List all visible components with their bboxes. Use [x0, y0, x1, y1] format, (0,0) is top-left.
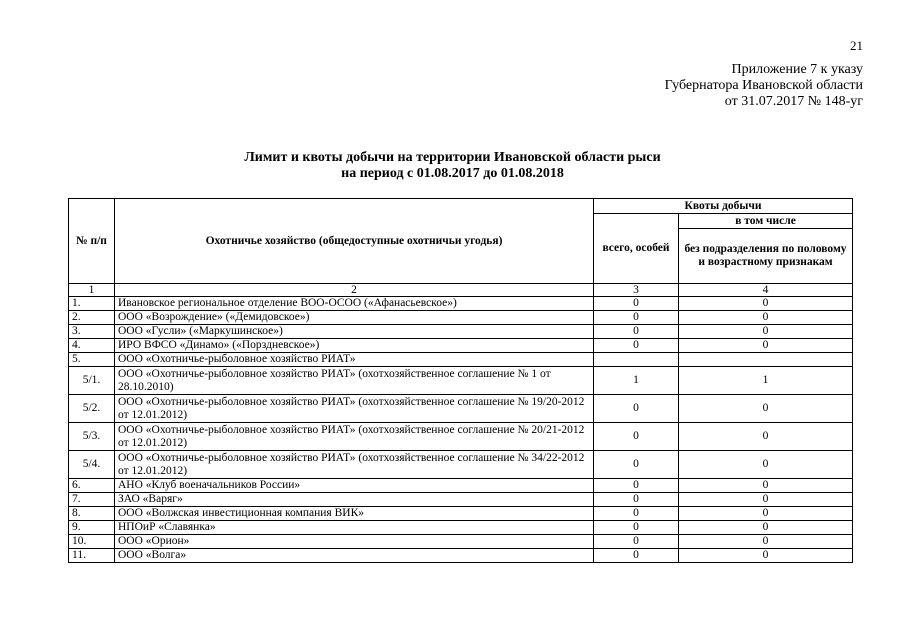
row-total: 0	[594, 507, 679, 521]
row-no-division: 0	[679, 535, 853, 549]
row-no-division: 0	[679, 339, 853, 353]
row-number: 8.	[69, 507, 115, 521]
appendix-line-3: от 31.07.2017 № 148-уг	[724, 94, 863, 109]
row-number: 7.	[69, 493, 115, 507]
header-quotas: Квоты добычи	[594, 199, 853, 214]
table-row	[69, 493, 853, 507]
table-row	[69, 507, 853, 521]
row-farm: ООО «Охотничье-рыболовное хозяйство РИАТ» (охотхозяйственное соглашение № 19/20-2012 от 12.01.2012)	[115, 395, 594, 423]
table-row	[69, 339, 853, 353]
col-number-2: 2	[115, 284, 594, 297]
row-number: 1.	[69, 297, 115, 311]
row-no-division: 0	[679, 479, 853, 493]
table-row	[69, 535, 853, 549]
row-number: 5/3.	[69, 423, 115, 451]
table-row	[69, 423, 853, 451]
header-including: в том числе	[679, 214, 853, 229]
table-row	[69, 297, 853, 311]
row-farm: НПОиР «Славянка»	[115, 521, 594, 535]
table-row	[69, 521, 853, 535]
row-no-division: 0	[679, 395, 853, 423]
row-total: 0	[594, 311, 679, 325]
row-number: 9.	[69, 521, 115, 535]
row-number: 11.	[69, 549, 115, 563]
row-no-division: 0	[679, 311, 853, 325]
quota-table	[68, 198, 853, 563]
title-line-2: на период с 01.08.2017 до 01.08.2018	[341, 166, 564, 181]
appendix-header	[665, 62, 863, 110]
row-no-division: 0	[679, 493, 853, 507]
header-farm: Охотничье хозяйство (общедоступные охотничьи угодья)	[115, 199, 594, 284]
row-no-division	[679, 353, 853, 367]
table-row	[69, 367, 853, 395]
row-farm: ООО «Волжская инвестиционная компания ВИК»	[115, 507, 594, 521]
row-number: 10.	[69, 535, 115, 549]
row-total: 0	[594, 423, 679, 451]
row-total: 0	[594, 325, 679, 339]
row-number: 5/4.	[69, 451, 115, 479]
table-row	[69, 451, 853, 479]
table-row	[69, 549, 853, 563]
table-row	[69, 325, 853, 339]
document-title	[0, 150, 905, 182]
row-no-division: 0	[679, 451, 853, 479]
row-farm: Ивановское региональное отделение ВОО-ОСОО («Афанасьевское»)	[115, 297, 594, 311]
col-number-4: 4	[679, 284, 853, 297]
row-number: 6.	[69, 479, 115, 493]
row-number: 5.	[69, 353, 115, 367]
row-total	[594, 353, 679, 367]
row-farm: ООО «Орион»	[115, 535, 594, 549]
col-number-3: 3	[594, 284, 679, 297]
col-number-1: 1	[69, 284, 115, 297]
row-total: 1	[594, 367, 679, 395]
row-number: 3.	[69, 325, 115, 339]
row-farm: ООО «Волга»	[115, 549, 594, 563]
row-no-division: 1	[679, 367, 853, 395]
row-farm: АНО «Клуб военачальников России»	[115, 479, 594, 493]
row-no-division: 0	[679, 423, 853, 451]
row-no-division: 0	[679, 507, 853, 521]
row-farm: ООО «Охотничье-рыболовное хозяйство РИАТ» (охотхозяйственное соглашение № 20/21-2012 от 12.01.2012)	[115, 423, 594, 451]
row-number: 5/1.	[69, 367, 115, 395]
row-farm: ООО «Охотничье-рыболовное хозяйство РИАТ» (охотхозяйственное соглашение № 34/22-2012 от 12.01.2012)	[115, 451, 594, 479]
row-total: 0	[594, 297, 679, 311]
table-row	[69, 479, 853, 493]
row-number: 4.	[69, 339, 115, 353]
table-row	[69, 395, 853, 423]
row-total: 0	[594, 493, 679, 507]
row-no-division: 0	[679, 521, 853, 535]
table-row	[69, 311, 853, 325]
row-farm: ИРО ВФСО «Динамо» («Порздневское»)	[115, 339, 594, 353]
row-total: 0	[594, 339, 679, 353]
page-number: 21	[850, 38, 863, 53]
row-no-division: 0	[679, 297, 853, 311]
row-total: 0	[594, 451, 679, 479]
header-total: всего, особей	[594, 214, 679, 284]
row-farm: ЗАО «Варяг»	[115, 493, 594, 507]
title-line-1: Лимит и квоты добычи на территории Ивановской области рыси	[244, 150, 661, 165]
row-farm: ООО «Возрождение» («Демидовское»)	[115, 311, 594, 325]
row-farm: ООО «Гусли» («Маркушинское»)	[115, 325, 594, 339]
row-total: 0	[594, 479, 679, 493]
row-no-division: 0	[679, 549, 853, 563]
row-number: 5/2.	[69, 395, 115, 423]
header-num: № п/п	[69, 199, 115, 284]
row-farm: ООО «Охотничье-рыболовное хозяйство РИАТ»	[115, 353, 594, 367]
header-no-division: без подразделения по половому и возрастному признакам	[679, 229, 853, 284]
row-farm: ООО «Охотничье-рыболовное хозяйство РИАТ» (охотхозяйственное соглашение № 1 от 28.10.2010)	[115, 367, 594, 395]
appendix-line-2: Губернатора Ивановской области	[664, 78, 863, 93]
row-total: 0	[594, 549, 679, 563]
row-total: 0	[594, 395, 679, 423]
row-total: 0	[594, 521, 679, 535]
appendix-line-1: Приложение 7 к указу	[731, 62, 863, 77]
row-number: 2.	[69, 311, 115, 325]
row-total: 0	[594, 535, 679, 549]
row-no-division: 0	[679, 325, 853, 339]
table-row	[69, 353, 853, 367]
